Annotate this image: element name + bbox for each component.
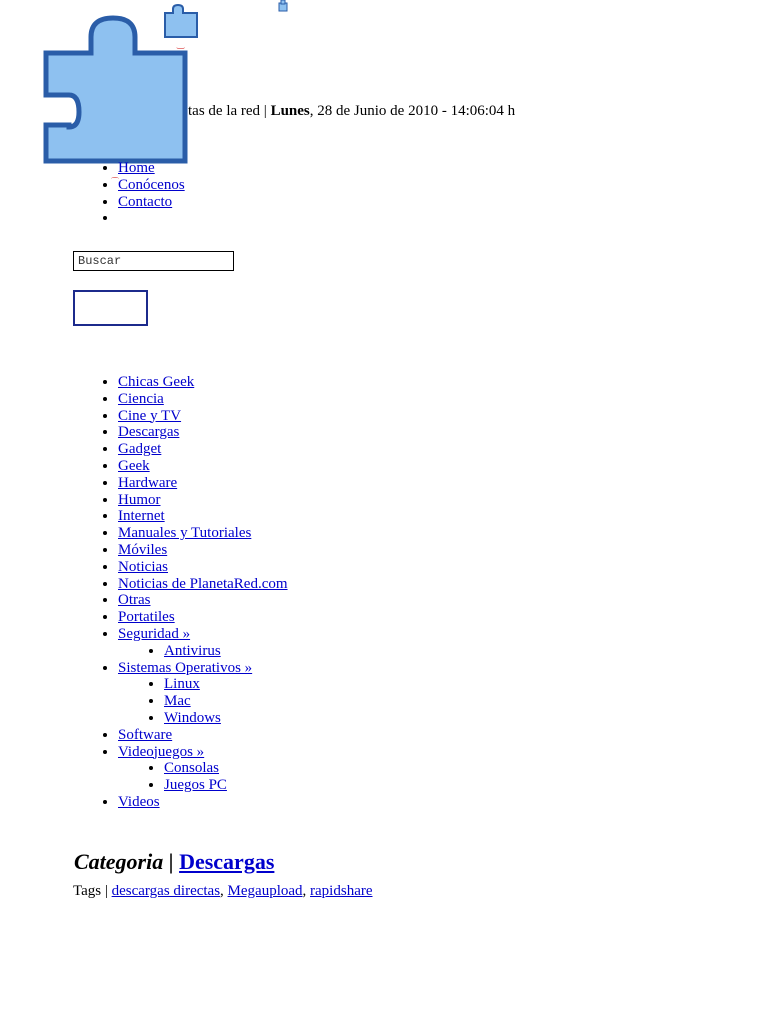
tag-link[interactable]: rapidshare [310, 883, 373, 899]
category-item [118, 525, 288, 542]
nav-item-conocenos [118, 177, 185, 194]
subcategory-link-consolas[interactable]: Consolas [164, 760, 220, 777]
header-date-line [188, 102, 515, 120]
category-item [118, 727, 288, 744]
top-navigation [118, 160, 185, 227]
subcategory-link-juegos-pc[interactable]: Juegos PC [164, 777, 227, 794]
category-link-internet[interactable]: Internet [118, 508, 165, 525]
header-tagline: tas de la red | [188, 103, 271, 119]
subcategory-link-linux[interactable]: Linux [164, 676, 200, 693]
search-button[interactable] [73, 290, 148, 326]
tags-prefix: Tags | [73, 883, 112, 899]
category-item [118, 508, 288, 525]
subcategory-item [164, 643, 288, 660]
header-day: Lunes [270, 103, 310, 119]
nav-item-contacto [118, 194, 185, 211]
category-item [118, 576, 288, 593]
subcategory-item [164, 777, 288, 794]
subcategory-link-antivirus[interactable]: Antivirus [164, 642, 221, 659]
category-item [118, 424, 288, 441]
category-link-gadget[interactable]: Gadget [118, 441, 162, 458]
category-link-manuales[interactable]: Manuales y Tutoriales [118, 525, 252, 542]
subcategory-list [118, 643, 288, 660]
subcategory-item [164, 693, 288, 710]
nav-item-home [118, 160, 185, 177]
broken-image-mark: ‿ [177, 39, 185, 49]
subcategory-item [164, 676, 288, 693]
category-link-seguridad[interactable]: Seguridad » [118, 625, 191, 642]
post-category-link[interactable]: Descargas [179, 849, 275, 874]
tag-separator: , [220, 883, 228, 899]
category-item [118, 794, 288, 811]
missing-plugin-icon [43, 15, 189, 165]
post-category-heading [74, 849, 274, 875]
category-item [118, 492, 288, 509]
category-link-humor[interactable]: Humor [118, 491, 161, 508]
subcategory-item [164, 760, 288, 777]
category-link-chicas-geek[interactable]: Chicas Geek [118, 374, 195, 390]
category-item [118, 609, 288, 626]
nav-link-contacto[interactable]: Contacto [118, 193, 173, 210]
category-link-noticias[interactable]: Noticias [118, 558, 168, 575]
subcategory-link-windows[interactable]: Windows [164, 709, 221, 726]
category-link-videojuegos[interactable]: Videojuegos » [118, 743, 205, 760]
tag-separator: , [302, 883, 311, 899]
small-plugin-icon [278, 0, 288, 12]
category-item [118, 475, 288, 492]
category-prefix: Categoria | [74, 849, 180, 874]
header-date: , 28 de Junio de 2010 - 14:06:04 h [309, 103, 516, 119]
subcategory-link-mac[interactable]: Mac [164, 693, 191, 710]
category-item [118, 542, 288, 559]
category-link-software[interactable]: Software [118, 726, 173, 743]
category-item [118, 559, 288, 576]
category-link-videos[interactable]: Videos [118, 793, 160, 810]
subcategory-list [118, 760, 288, 794]
category-link-portatiles[interactable]: Portatiles [118, 609, 175, 626]
tag-link[interactable]: descargas directas [111, 883, 221, 899]
category-item [118, 458, 288, 475]
category-link-sistemas-operativos[interactable]: Sistemas Operativos » [118, 659, 253, 676]
category-link-cine-y-tv[interactable]: Cine y TV [118, 407, 182, 424]
subcategory-item [164, 710, 288, 727]
category-item [118, 592, 288, 609]
category-item [118, 408, 288, 425]
category-item [118, 660, 288, 727]
post-tags [73, 882, 373, 900]
subcategory-list [118, 676, 288, 726]
category-item [118, 391, 288, 408]
category-link-moviles[interactable]: Móviles [118, 541, 168, 558]
broken-image-mark-small: ⌒ [111, 177, 119, 186]
nav-link-home[interactable]: Home [118, 160, 155, 176]
category-item [118, 744, 288, 794]
category-link-geek[interactable]: Geek [118, 457, 150, 474]
category-link-noticias-planetared[interactable]: Noticias de PlanetaRed.com [118, 575, 288, 592]
category-item [118, 441, 288, 458]
tag-link[interactable]: Megaupload [227, 883, 303, 899]
nav-link-conocenos[interactable]: Conócenos [118, 176, 185, 193]
search-input[interactable] [73, 251, 234, 271]
category-link-ciencia[interactable]: Ciencia [118, 390, 164, 407]
category-item [118, 626, 288, 660]
category-item [118, 374, 288, 391]
category-link-descargas[interactable]: Descargas [118, 424, 180, 441]
category-link-otras[interactable]: Otras [118, 592, 151, 609]
nav-item-empty [118, 210, 185, 227]
category-link-hardware[interactable]: Hardware [118, 474, 178, 491]
category-list [118, 374, 288, 811]
